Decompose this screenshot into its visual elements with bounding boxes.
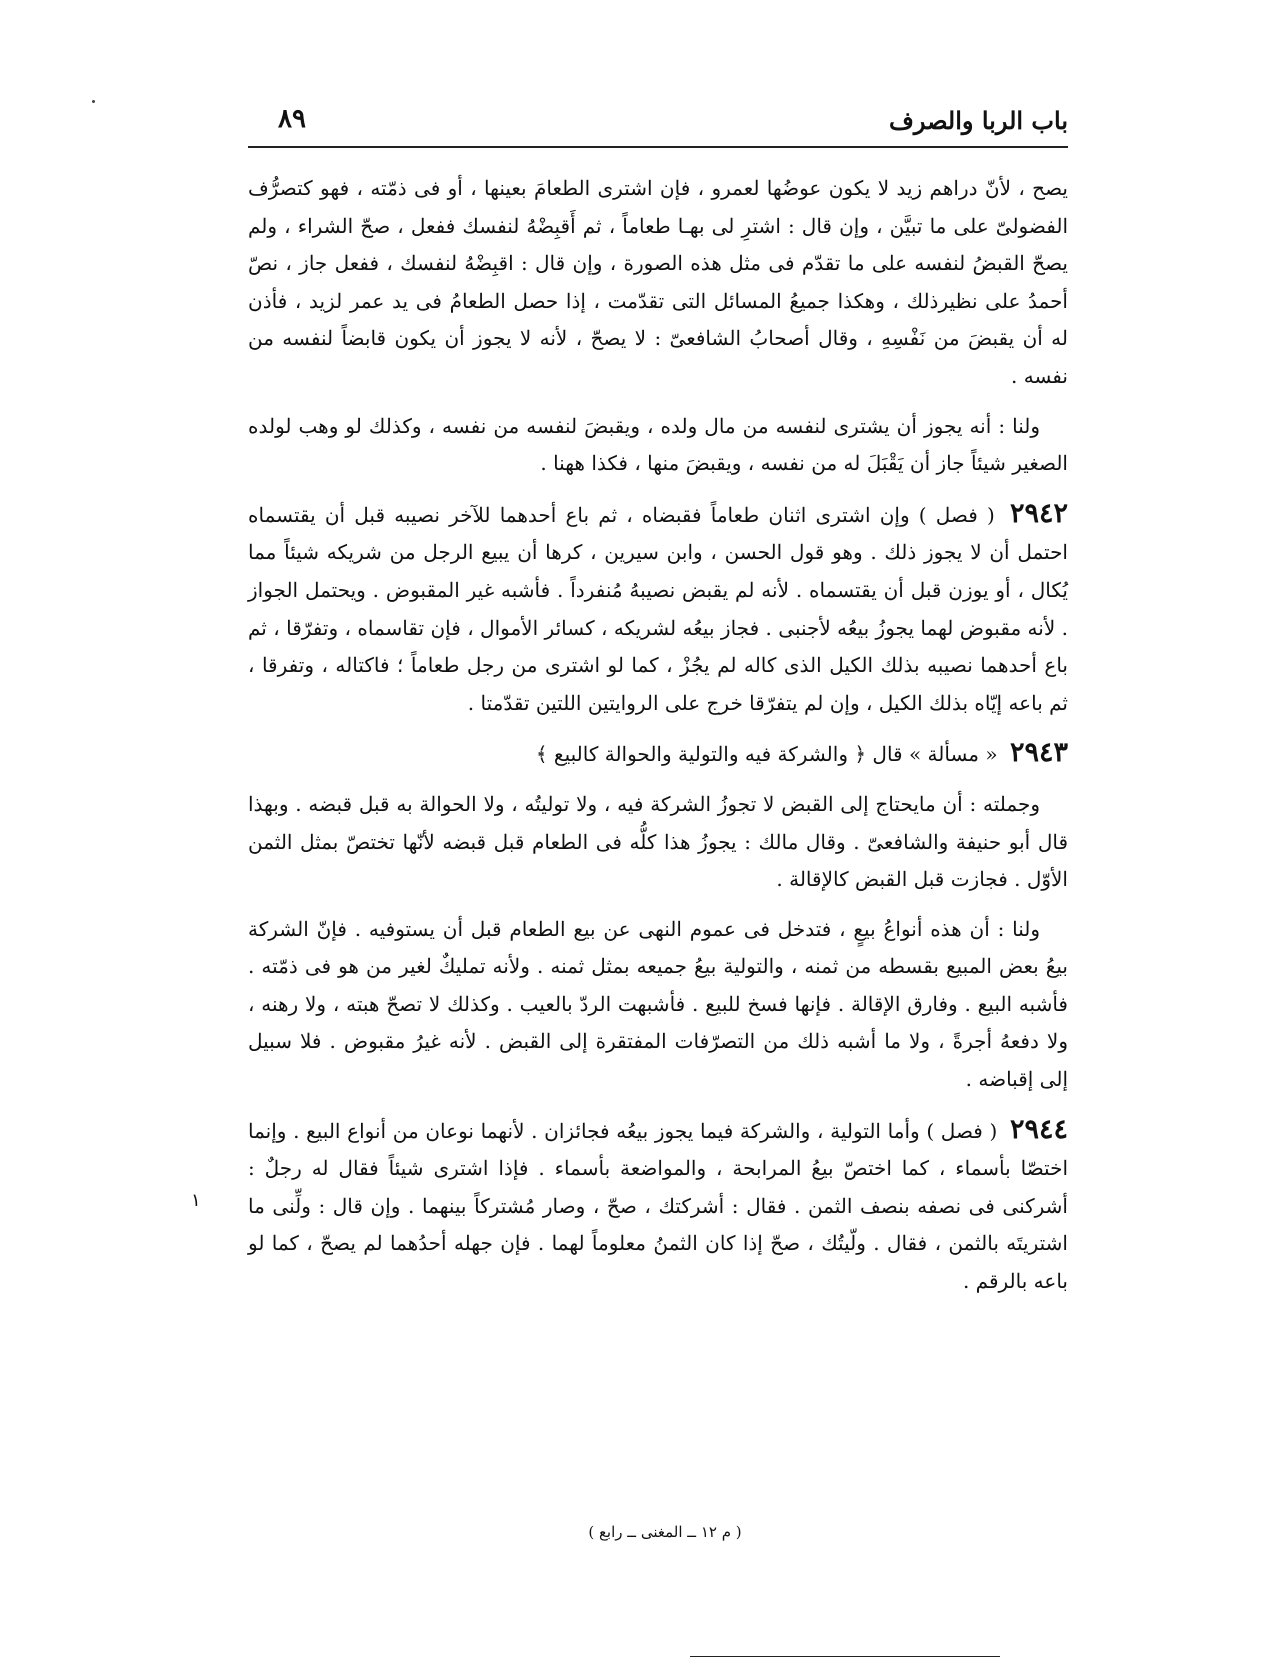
header-rule	[248, 146, 1068, 148]
paragraph-text: يصح ، لأنّ دراهم زيد لا يكون عوضُها لعمرو ، فإن اشترى الطعامَ بعينها ، أو فى ذمّته ، فهو كتصرُّف الفضولىّ على ما تبيَّن ، وإن قال : اشترِ لى بهـا طعاماً ، ثم أَقبِضْهُ لنفسك ففعل ، صحّ الشراء ، ولم يصحّ القبضُ لنفسه على ما تقدّم فى مثل هذه الصورة ، وإن قال : اقبِضْهُ لنفسك ، ففعل جاز ، نصّ أحمدُ على نظيرذلك ، وهكذا جميعُ المسائل التى تقدّمت ، إذا حصل الطعامُ فى يد عمر لزيد ، فأذن له أن يقبضَ من نَفْسِهِ ، وقال أصحابُ الشافعىّ : لا يصحّ ، لأنه لا يجوز أن يكون قابضاً لنفسه من نفسه .	[248, 176, 1068, 388]
paragraph-text: وجملته : أن مايحتاج إلى القبض لا تجوزُ الشركة فيه ، ولا توليتُه ، ولا الحوالة به قبل قبضه . وبهذا قال أبو حنيفة والشافعىّ . وقال مالك : يجوزُ هذا كلُّه فى الطعام قبل قبضه لأنّها تختصّ بمثل الثمن الأوّل . فجازت قبل القبض كالإقالة .	[248, 791, 1068, 892]
bottom-rule	[690, 1656, 1000, 1657]
paragraph	[248, 408, 1068, 483]
section-number: ٢٩٤٢	[1010, 497, 1069, 529]
paragraph-text: ( فصل ) وإن اشترى اثنان طعاماً فقبضاه ، ثم باع أحدهما للآخر نصيبه قبل أن يقتسماه احتمل أن لا يجوز ذلك . وهو قول الحسن ، وابن سيرين ، كرها أن يبيع الرجل من شريكه شيئاً مما يُكال ، أو يوزن قبل أن يقتسماه . لأنه لم يقبض نصيبهُ مُنفرداً . فأشبه غير المقبوض . ويحتمل الجواز . لأنه مقبوض لهما يجوزُ بيعُه لأجنبى . فجاز بيعُه لشريكه ، كسائر الأموال ، فإن تقاسماه ، وتفرّقا ، ثم باع أحدهما نصيبه بذلك الكيل الذى كاله لم يجُزْ ، كما لو اشترى من رجل طعاماً ؛ فاكتاله ، وتفرقا ، ثم باعه إيّاه بذلك الكيل ، وإن لم يتفرّقا خرج على الروايتين اللتين تقدّمتا .	[248, 502, 1068, 715]
page-number: ٨٩	[278, 104, 306, 134]
paragraph-text: ولنا : أنه يجوز أن يشترى لنفسه من مال ولده ، ويقبضَ لنفسه من نفسه ، وكذلك لو وهب لولده الصغير شيئاً جاز أن يَقْبَلَ له من نفسه ، ويقبضَ منها ، فكذا ههنا .	[248, 413, 1068, 476]
header-title: باب الربا والصرف	[888, 106, 1068, 135]
section-number: ٢٩٤٣	[1009, 737, 1068, 769]
paragraph	[248, 911, 1068, 1099]
scan-speck	[92, 100, 95, 103]
section-number: ٢٩٤٤	[1010, 1113, 1069, 1145]
body-text	[248, 170, 1068, 1313]
paragraph	[248, 495, 1068, 723]
paragraph	[248, 734, 1068, 774]
printer-signature: ( م ١٢ ــ المغنى ــ رابع )	[588, 1523, 742, 1541]
margin-mark: ١	[191, 1190, 201, 1211]
paragraph-text: ولنا : أن هذه أنواعُ بيعٍ ، فتدخل فى عموم النهى عن بيع الطعام قبل أن يستوفيه . فإنّ الشركة بيعُ بعض المبيع بقسطه من ثمنه ، والتولية بيعُ جميعه بمثل ثمنه . ولأنه تمليكٌ لغير من هو فى ذمّته . فأشبه البيع . وفارق الإقالة . فإنها فسخ للبيع . فأشبهت الردّ بالعيب . وكذلك لا تصحّ هبته ، ولا رهنه ، ولا دفعهُ أجرةً ، ولا ما أشبه ذلك من التصرّفات المفتقرة إلى القبض . لأنه غيرُ مقبوض . فلا سبيل إلى إقباضه .	[248, 916, 1068, 1092]
paragraph	[248, 1111, 1068, 1301]
paragraph-text: « مسألة » قال ﴿ والشركة فيه والتولية والحوالة كالبيع ﴾	[535, 742, 998, 767]
paragraph	[248, 170, 1068, 396]
running-header	[248, 98, 1068, 138]
paragraph-text: ( فصل ) وأما التولية ، والشركة فيما يجوز بيعُه فجائزان . لأنهما نوعان من أنواع البيع . وإنما اختصّا بأسماء ، كما اختصّ بيعُ المرابحة ، والمواضعة بأسماء . فإذا اشترى شيئاً فقال له رجلٌ : أشركنى فى نصفه بنصف الثمن . فقال : أشركتك ، صحّ ، وصار مُشتركاً بينهما . وإن قال : ولِّنى ما اشتريتَه بالثمن ، فقال . ولّيتُك ، صحّ إذا كان الثمنُ معلوماً لهما . فإن جهله أحدُهما لم يصحّ ، كما لو باعه بالرقم .	[248, 1118, 1068, 1294]
paragraph	[248, 786, 1068, 899]
